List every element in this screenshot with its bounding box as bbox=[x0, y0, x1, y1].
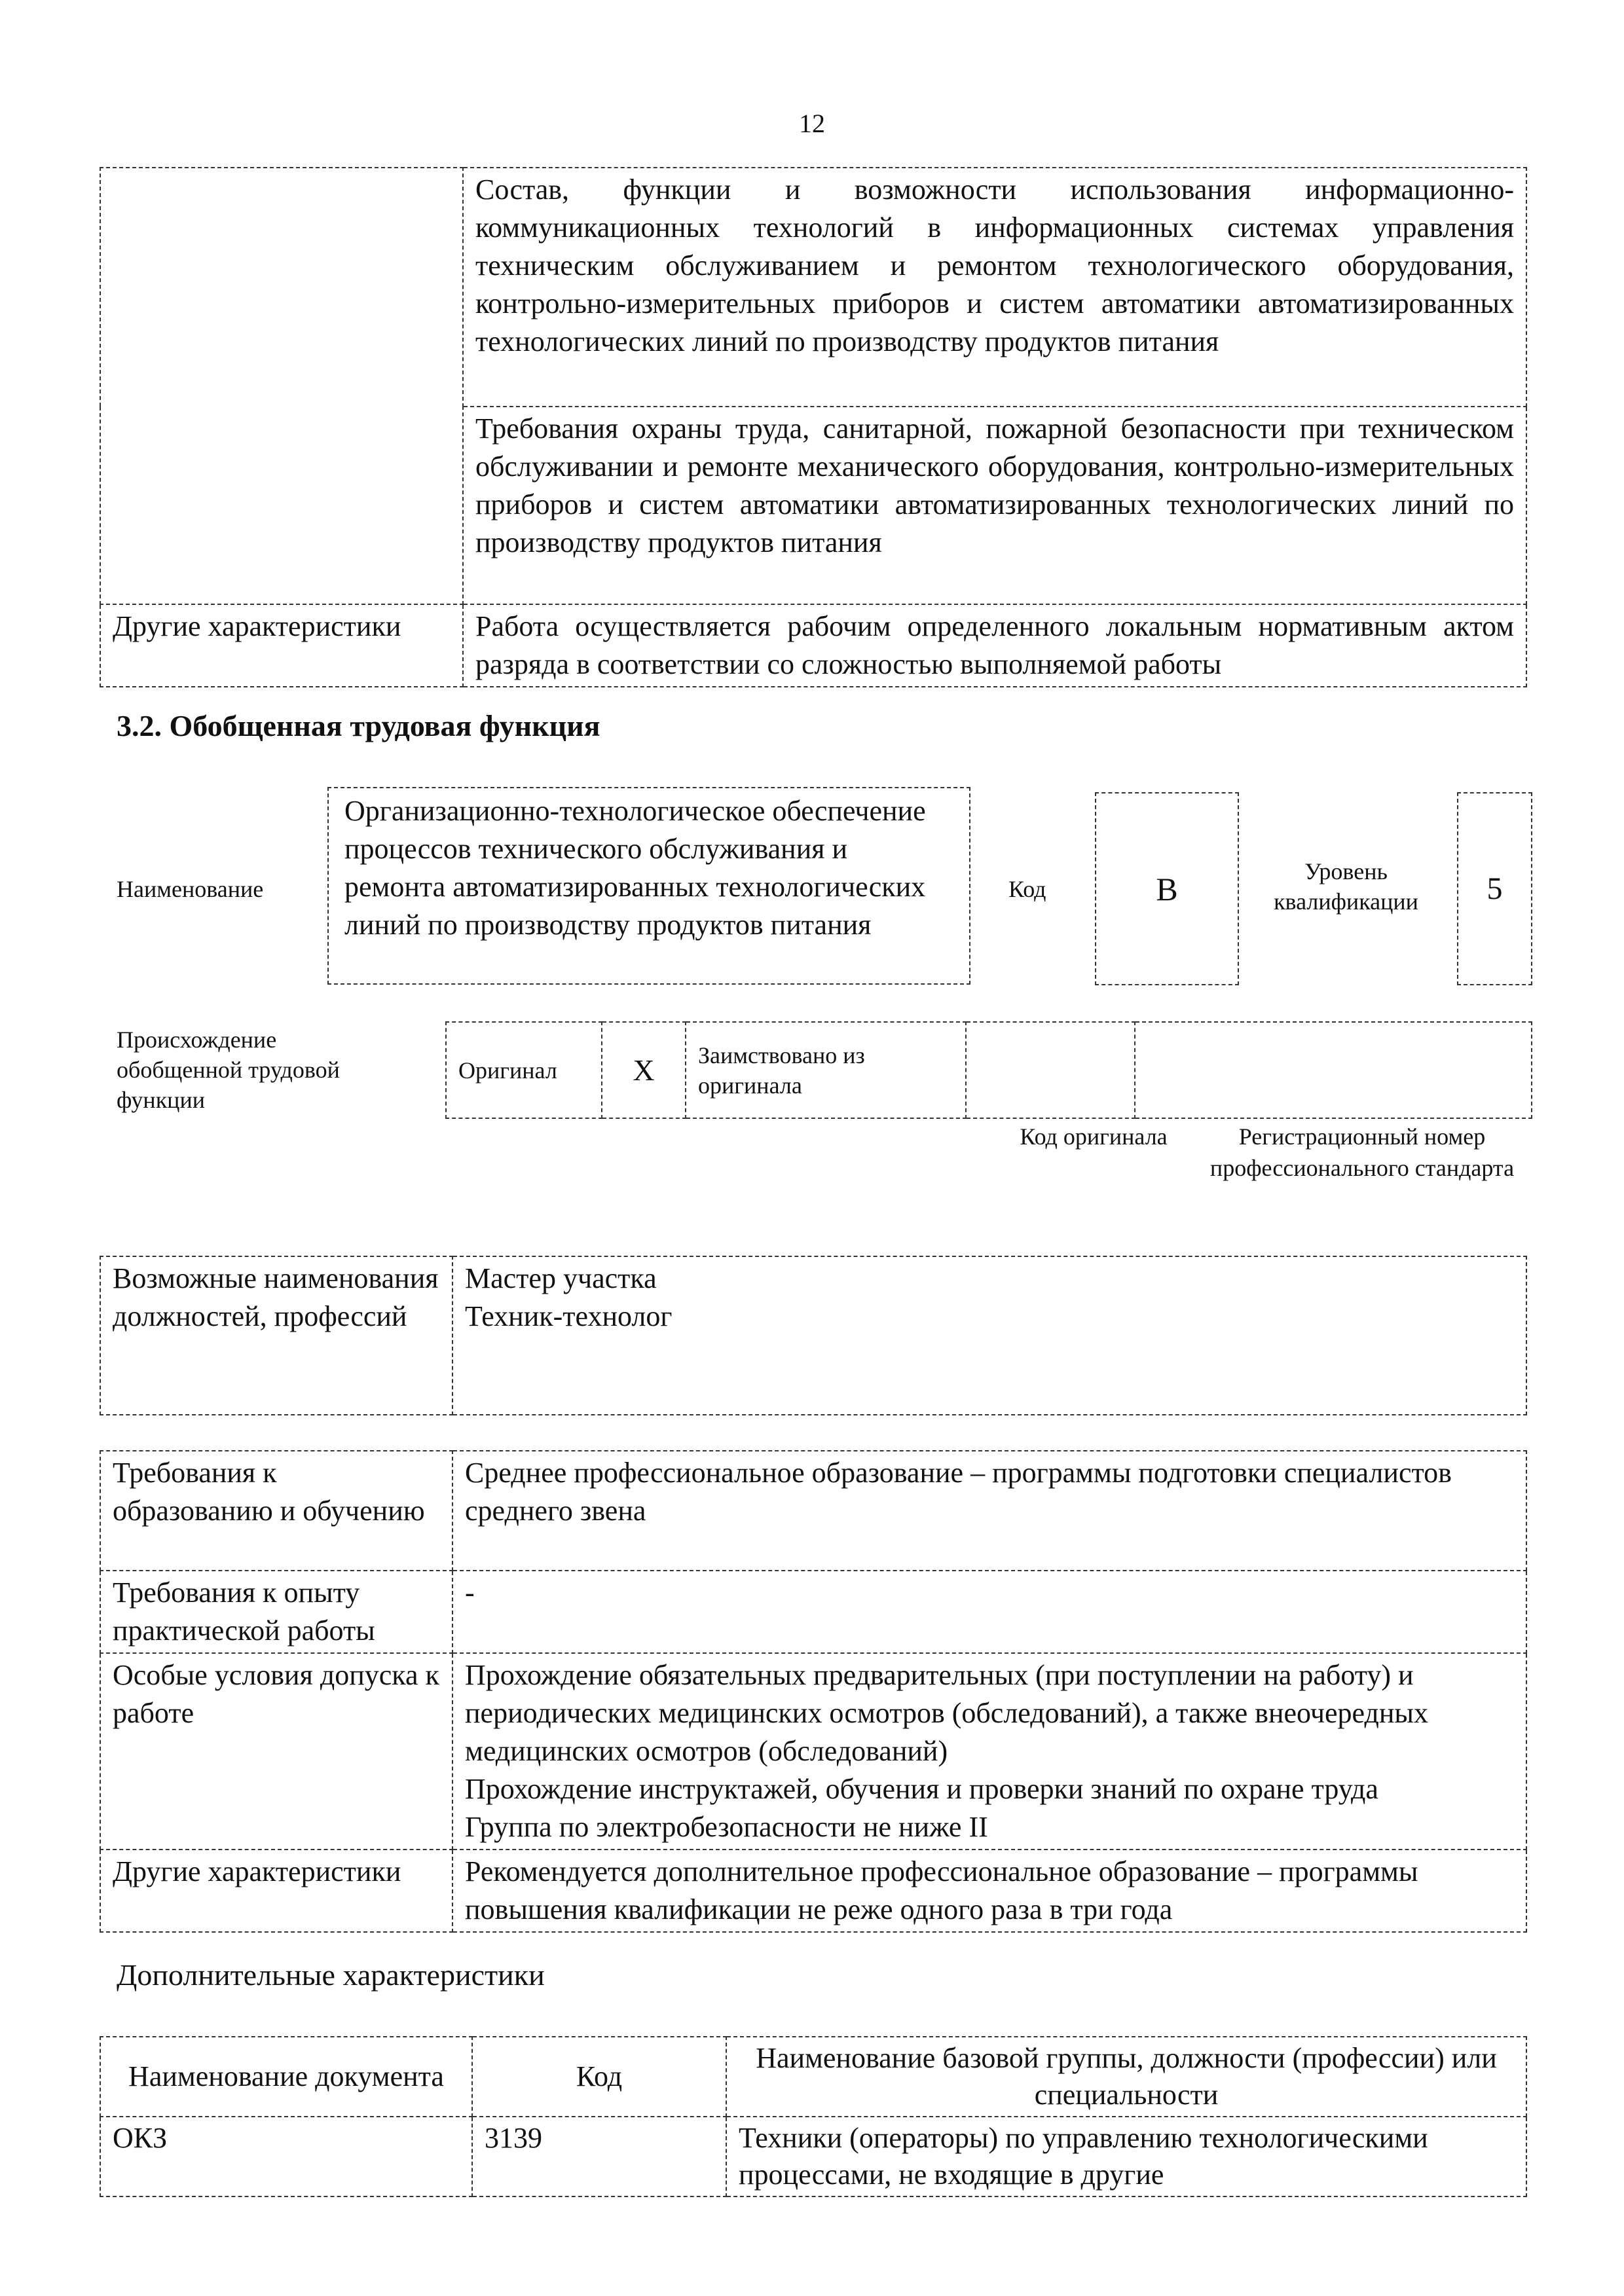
level-value-box: 5 bbox=[1457, 792, 1532, 985]
additional-heading: Дополнительные характеристики bbox=[117, 1958, 545, 1992]
req-admission-line: Прохождение обязательных предварительных (при поступлении на работу) и периодических медицинских осмотров (обследований), а также внеочередных медицинских осмотров (обследований) bbox=[465, 1659, 1428, 1767]
row-code: 3139 bbox=[472, 2117, 726, 2196]
origin-code-cell bbox=[966, 1022, 1135, 1118]
gtf-name-box: Организационно-технологическое обеспечение процессов технического обслуживания и ремонта автоматизированных технологических линий по производству продуктов питания bbox=[327, 787, 970, 985]
code-label: Код bbox=[1008, 876, 1046, 902]
row-doc: ОКЗ bbox=[100, 2117, 472, 2196]
req-other-text: Рекомендуется дополнительное профессиональное образование – программы повышения квалификации не реже одного раза в три года bbox=[452, 1850, 1526, 1932]
req-admission-text bbox=[452, 1653, 1526, 1850]
requirement-text-ikt: Состав, функции и возможности использования информационно-коммуникационных технологий в информационных системах управления техническим обслуживанием и ремонтом технологического оборудования, контрольно-измерительных приборов и систем автоматики автоматизированных технологических линий по производству продуктов питания bbox=[463, 168, 1526, 407]
additional-table bbox=[100, 2036, 1527, 2197]
code-value-box: B bbox=[1095, 792, 1239, 985]
col-header-name: Наименование базовой группы, должности (профессии) или специальности bbox=[726, 2037, 1526, 2117]
col-header-code: Код bbox=[472, 2037, 726, 2117]
req-education-label: Требования к образованию и обучению bbox=[100, 1451, 452, 1571]
req-admission-label: Особые условия допуска к работе bbox=[100, 1653, 452, 1850]
position-item: Мастер участка bbox=[465, 1262, 657, 1294]
col-header-doc: Наименование документа bbox=[100, 2037, 472, 2117]
positions-label: Возможные наименования должностей, профессий bbox=[100, 1256, 452, 1415]
section-heading: 3.2. Обобщенная трудовая функция bbox=[117, 709, 600, 742]
original-label: Оригинал bbox=[446, 1022, 602, 1118]
req-admission-line: Прохождение инструктажей, обучения и проверки знаний по охране труда bbox=[465, 1773, 1378, 1805]
req-other-label: Другие характеристики bbox=[100, 1850, 452, 1932]
name-label: Наименование bbox=[117, 876, 264, 902]
position-item: Техник-технолог bbox=[465, 1300, 673, 1332]
code-caption: Код оригинала bbox=[1020, 1123, 1168, 1150]
req-education-text: Среднее профессиональное образование – программы подготовки специалистов среднего звена bbox=[452, 1451, 1526, 1571]
top-table bbox=[100, 167, 1527, 687]
other-characteristics-text: Работа осуществляется рабочим определенного локальным нормативным актом разряда в соответствии со сложностью выполняемой работы bbox=[463, 604, 1526, 687]
original-mark: X bbox=[602, 1022, 686, 1118]
reg-caption: Регистрационный номер профессионального стандарта bbox=[1209, 1123, 1515, 1181]
origin-reg-cell bbox=[1135, 1022, 1532, 1118]
level-label: Уровень квалификации bbox=[1274, 858, 1418, 915]
origin-table bbox=[445, 1021, 1532, 1119]
positions-values bbox=[452, 1256, 1526, 1415]
empty-label-cell bbox=[100, 168, 463, 604]
positions-table bbox=[100, 1256, 1527, 1415]
other-characteristics-label: Другие характеристики bbox=[100, 604, 463, 687]
req-experience-label: Требования к опыту практической работы bbox=[100, 1571, 452, 1653]
page-number: 12 bbox=[799, 109, 825, 138]
row-name: Техники (операторы) по управлению технологическими процессами, не входящие в другие bbox=[726, 2117, 1526, 2196]
req-experience-text: - bbox=[452, 1571, 1526, 1653]
requirements-table bbox=[100, 1450, 1527, 1933]
origin-label: Происхождение обобщенной трудовой функции bbox=[117, 1027, 340, 1113]
borrowed-label: Заимствовано из оригинала bbox=[686, 1022, 966, 1118]
requirement-text-safety: Требования охраны труда, санитарной, пожарной безопасности при техническом обслуживании и ремонте механического оборудования, контрольно-измерительных приборов и систем автоматики автоматизированных технологических линий по производству продуктов питания bbox=[463, 407, 1526, 604]
req-admission-line: Группа по электробезопасности не ниже II bbox=[465, 1811, 988, 1843]
